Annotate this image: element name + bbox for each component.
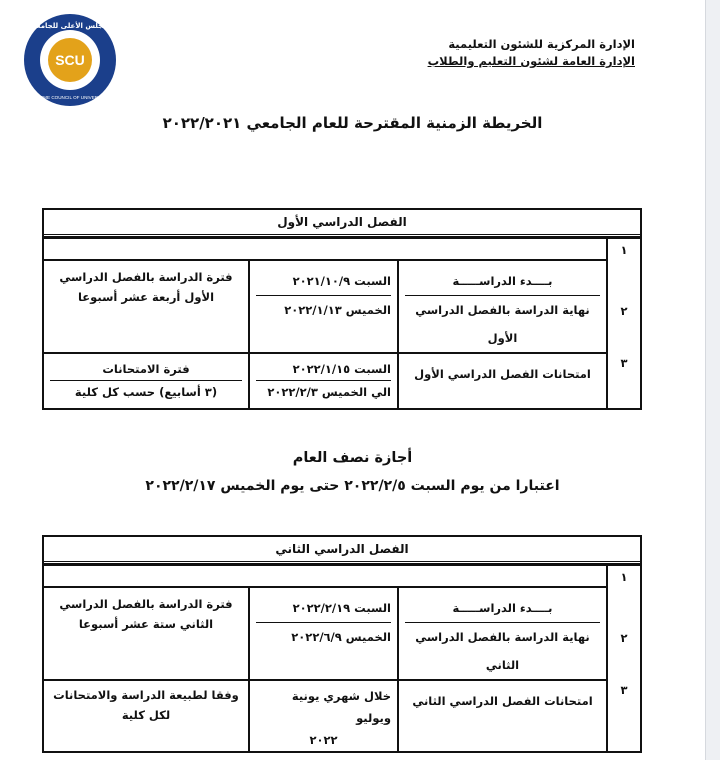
row-numbers xyxy=(606,566,640,751)
event-start: بــــدء الدراســـــة xyxy=(452,601,553,615)
note-exams: وفقا لطبيعة الدراسة والامتحانات لكل كلية xyxy=(44,679,248,735)
event-end: نهاية الدراسة بالفصل الدراسي الثاني xyxy=(405,622,600,679)
event-end: نهاية الدراسة بالفصل الدراسي الأول xyxy=(405,295,600,352)
events-cell xyxy=(397,261,606,352)
logo-arabic-text: المجلس الأعلى للجامعات xyxy=(27,22,113,30)
semester2-heading: الفصل الدراسي الثاني xyxy=(44,537,640,564)
date-end: الخميس ٢٠٢٢/٦/٩ xyxy=(256,622,391,651)
date-exams-end: الي الخميس ٢٠٢٢/٢/٣ xyxy=(256,380,391,403)
event-exams: امتحانات الفصل الدراسي الأول xyxy=(397,352,606,408)
row-number: ٣ xyxy=(620,356,628,370)
events-cell xyxy=(397,588,606,679)
note-exams-2: (٣ أسابيع) حسب كل كلية xyxy=(50,380,242,403)
exam-notes-cell xyxy=(44,352,248,408)
org-line-1: الإدارة المركزية للشئون التعليمية xyxy=(448,37,635,51)
exam-dates-cell xyxy=(248,352,397,408)
semester1-heading: الفصل الدراسي الأول xyxy=(44,210,640,237)
row-number: ١ xyxy=(620,570,628,584)
row-number: ٢ xyxy=(620,631,628,645)
semester2-table xyxy=(42,535,642,753)
semester1-table xyxy=(42,208,642,410)
date-start: السبت ٢٠٢٢/٢/١٩ xyxy=(292,601,391,615)
row-number: ٣ xyxy=(620,683,628,697)
date-exams-2: ٢٠٢٢ xyxy=(309,733,338,747)
event-exams: امتحانات الفصل الدراسي الثاني xyxy=(397,679,606,751)
note-exams-1: فترة الامتحانات xyxy=(102,362,190,376)
date-start: السبت ٢٠٢١/١٠/٩ xyxy=(292,274,391,288)
row-number: ١ xyxy=(620,243,628,257)
dates-cell xyxy=(248,588,397,679)
date-exams-start: السبت ٢٠٢٢/١/١٥ xyxy=(292,362,391,376)
note-study: فترة الدراسة بالفصل الدراسي الأول أربعة عشر أسبوعا xyxy=(59,270,233,304)
midyear-heading: أجازة نصف العام xyxy=(292,450,413,466)
page-title: الخريطة الزمنية المقترحة للعام الجامعي ٢٠٢٢/٢٠٢١ xyxy=(162,114,543,132)
date-end: الخميس ٢٠٢٢/١/١٣ xyxy=(256,295,391,324)
date-exams-1: خلال شهري يونية ويوليو xyxy=(291,689,391,725)
org-line-2: الإدارة العامة لشئون التعليم والطلاب xyxy=(427,54,635,68)
scu-logo xyxy=(22,12,118,108)
note-study: فترة الدراسة بالفصل الدراسي الثاني ستة عشر أسبوعا xyxy=(59,597,233,631)
event-start: بــــدء الدراســـــة xyxy=(452,274,553,288)
row-number: ٢ xyxy=(620,304,628,318)
logo-abbr: SCU xyxy=(55,52,85,68)
midyear-dates: اعتبارا من يوم السبت ٢٠٢٢/٢/٥ حتى يوم الخميس ٢٠٢٢/٢/١٧ xyxy=(145,478,560,494)
organization-header xyxy=(428,36,635,70)
exam-dates-cell xyxy=(248,679,397,751)
row-numbers xyxy=(606,239,640,408)
dates-cell xyxy=(248,261,397,352)
logo-english-text: SUPREME COUNCIL OF UNIVERSITIES xyxy=(27,95,113,100)
page-edge xyxy=(705,0,720,760)
